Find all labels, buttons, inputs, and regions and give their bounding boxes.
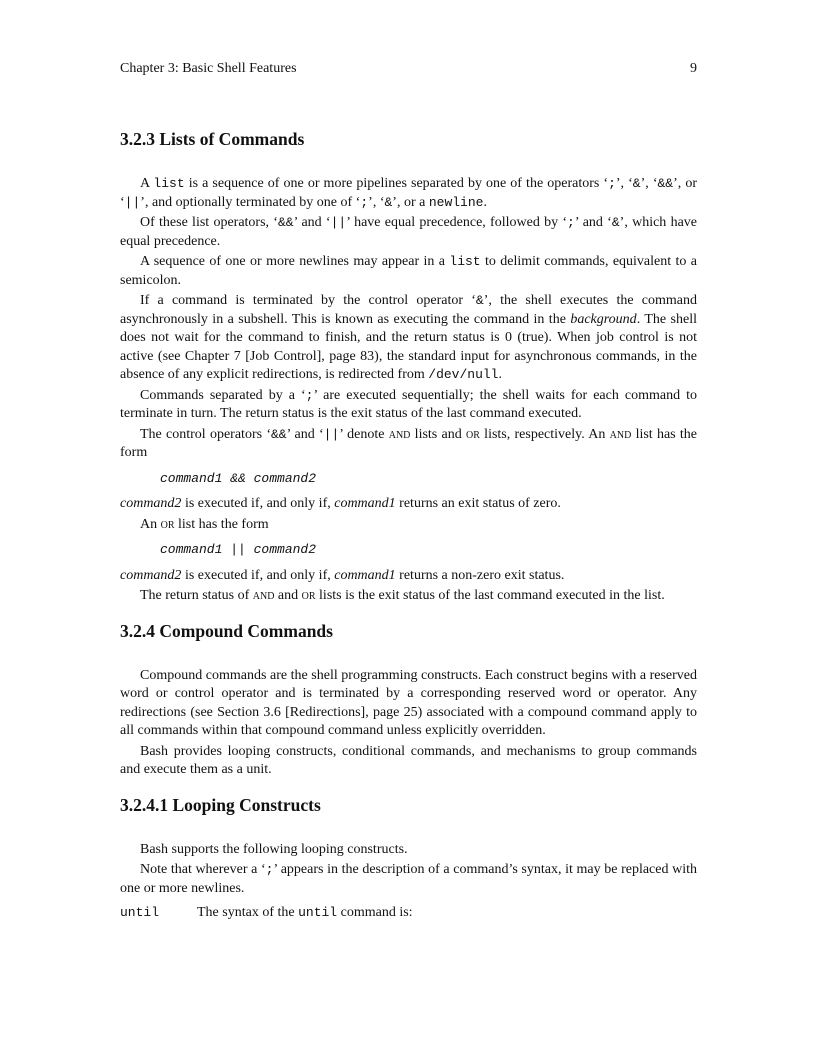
section-title-3-2-3: 3.2.3 Lists of Commands xyxy=(120,129,305,149)
paragraph: Bash provides looping constructs, conditional commands, and mechanisms to group commands and execute them as a unit. xyxy=(120,743,697,777)
paragraph: If a command is terminated by the control operator ‘&’, the shell executes the command asynchronously in a subshell. This is known as executing the command in the background. The shell does not wait for the command to finish, and the return status is 0 (true). When job control is not active (see Chapter 7 [Job Control], page 83), the standard input for asynchronous commands, in the absence of any explicit redirections, is redirected from /dev/null. xyxy=(120,293,697,382)
document-page xyxy=(120,60,697,923)
paragraph: An or list has the form xyxy=(140,516,269,532)
paragraph: Bash supports the following looping constructs. xyxy=(140,841,408,857)
paragraph: The control operators ‘&&’ and ‘||’ denote and lists and or lists, respectively. An and list has the form xyxy=(120,426,697,460)
definition-item xyxy=(120,904,697,923)
paragraph: Commands separated by a ‘;’ are executed sequentially; the shell waits for each command to terminate in turn. The return status is the exit status of the last command executed. xyxy=(120,387,698,421)
paragraph: command2 is executed if, and only if, command1 returns an exit status of zero. xyxy=(120,496,561,511)
paragraph: command2 is executed if, and only if, command1 returns a non-zero exit status. xyxy=(120,567,565,583)
running-header xyxy=(120,60,697,78)
paragraph: A sequence of one or more newlines may appear in a list to delimit commands, equivalent to a semicolon. xyxy=(120,254,697,288)
section-title-3-2-4-1: 3.2.4.1 Looping Constructs xyxy=(120,794,321,815)
paragraph: Of these list operators, ‘&&’ and ‘||’ have equal precedence, followed by ‘;’ and ‘&’, which have equal precedence. xyxy=(120,215,697,249)
definition-term: until xyxy=(120,905,160,920)
definition-text: The syntax of the until command is: xyxy=(197,905,413,920)
chapter-title: Chapter 3: Basic Shell Features xyxy=(120,61,297,76)
code-example: command1 && command2 xyxy=(160,470,317,486)
code-example: command1 || command2 xyxy=(160,542,317,557)
section-title-3-2-4: 3.2.4 Compound Commands xyxy=(120,620,333,641)
paragraph: A list is a sequence of one or more pipelines separated by one of the operators ‘;’, ‘&’, ‘&&’, or ‘||’, and optionally terminated by one of ‘;’, ‘&’, or a newline. xyxy=(120,176,698,210)
paragraph: Note that wherever a ‘;’ appears in the description of a command’s syntax, it may be replaced with one or more newlines. xyxy=(120,862,697,896)
paragraph: The return status of and and or lists is the exit status of the last command executed in the list. xyxy=(140,588,665,603)
paragraph: Compound commands are the shell programming constructs. Each construct begins with a reserved word or control operator and is terminated by a corresponding reserved word or operator. Any redirections (see Section 3.6 [Redirections], page 25) associated with a compound command apply to all commands within that compound command unless explicitly overridden. xyxy=(120,667,697,738)
page-number: 9 xyxy=(690,61,697,76)
